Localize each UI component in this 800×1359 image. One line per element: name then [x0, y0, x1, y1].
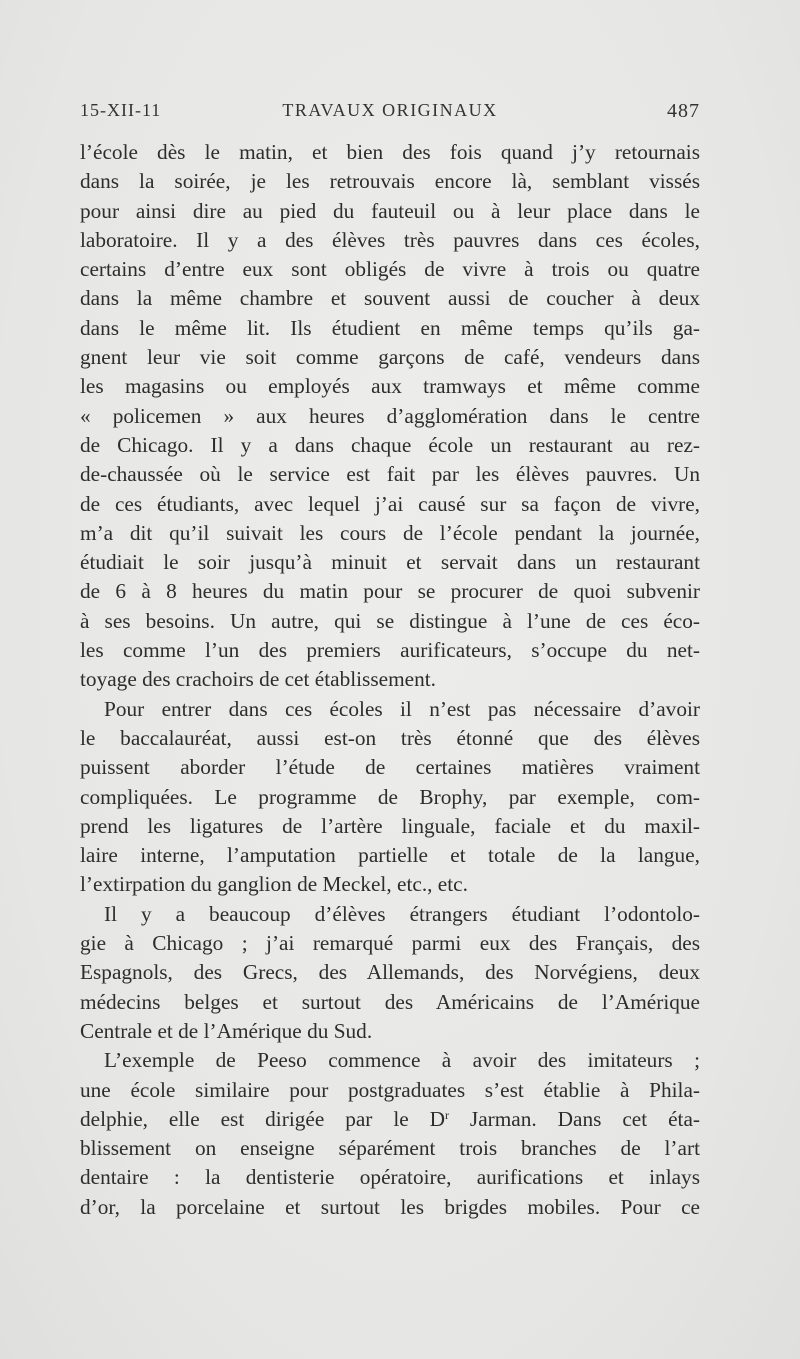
text-line — [80, 988, 700, 1017]
text-line-content: dans la même chambre et souvent aussi de coucher à deux — [80, 286, 700, 311]
text-line-content: puissent aborder l’étude de certaines matières vraiment — [80, 755, 700, 780]
text-line-content: les magasins ou employés aux tramways et même comme — [80, 374, 700, 399]
text-line — [80, 343, 700, 372]
text-line-content: une école similaire pour postgraduates s’est établie à Phila- — [80, 1077, 700, 1102]
text-line-content: de ces étudiants, avec lequel j’ai causé sur sa façon de vivre, — [80, 491, 700, 516]
text-line — [80, 1105, 700, 1134]
text-line-content: médecins belges et surtout des Américains de l’Amérique — [80, 989, 700, 1014]
text-line-continuation: Jarman. Dans cet éta- — [448, 1106, 700, 1131]
text-line — [80, 870, 700, 899]
text-line — [80, 1163, 700, 1192]
text-line — [80, 783, 700, 812]
text-line-content: laire interne, l’amputation partielle et totale de la langue, — [80, 843, 700, 868]
text-line — [80, 1017, 700, 1046]
text-line — [80, 1046, 700, 1075]
text-line-content: les comme l’un des premiers aurificateurs, s’occupe du net- — [80, 638, 700, 663]
text-line — [80, 665, 700, 694]
text-line — [80, 958, 700, 987]
text-line-content: certains d’entre eux sont obligés de vivre à trois ou quatre — [80, 257, 700, 282]
text-line — [80, 138, 700, 167]
superscript: r — [444, 1107, 449, 1122]
text-line — [80, 812, 700, 841]
text-line — [80, 167, 700, 196]
text-line-content: L’exemple de Peeso commence à avoir des imitateurs ; — [104, 1048, 700, 1073]
text-line — [80, 753, 700, 782]
text-line-content: dentaire : la dentisterie opératoire, aurifications et inlays — [80, 1165, 700, 1190]
text-line-content: l’extirpation du ganglion de Meckel, etc., etc. — [80, 872, 468, 897]
text-line — [80, 402, 700, 431]
text-line — [80, 372, 700, 401]
text-line — [80, 490, 700, 519]
text-line-content: à ses besoins. Un autre, qui se distingue à l’une de ces éco- — [80, 608, 700, 633]
text-line — [80, 900, 700, 929]
text-line-content: blissement on enseigne séparément trois branches de l’art — [80, 1136, 700, 1161]
body-text — [80, 138, 700, 1222]
header-section-number: 15-XII-11 — [80, 100, 162, 120]
text-line — [80, 226, 700, 255]
text-line-content: d’or, la porcelaine et surtout les brigdes mobiles. Pour ce — [80, 1194, 700, 1219]
text-line-content: laboratoire. Il y a des élèves très pauvres dans ces écoles, — [80, 227, 700, 252]
text-line-content: Centrale et de l’Amérique du Sud. — [80, 1018, 373, 1043]
text-line — [80, 1134, 700, 1163]
text-line — [80, 929, 700, 958]
page-number: 487 — [667, 100, 700, 122]
text-line — [80, 197, 700, 226]
text-line — [80, 519, 700, 548]
text-line-content: de 6 à 8 heures du matin pour se procurer de quoi subvenir — [80, 579, 700, 604]
text-line-content: « policemen » aux heures d’agglomération dans le centre — [80, 403, 700, 428]
text-line-content: dans le même lit. Ils étudient en même temps qu’ils ga- — [80, 315, 700, 340]
text-line-content: gnent leur vie soit comme garçons de café, vendeurs dans — [80, 345, 700, 370]
text-line — [80, 607, 700, 636]
text-line — [80, 841, 700, 870]
text-line — [80, 255, 700, 284]
text-line — [80, 636, 700, 665]
text-line — [80, 695, 700, 724]
text-line — [80, 314, 700, 343]
text-line — [80, 1076, 700, 1105]
text-line — [80, 1193, 700, 1222]
text-line-content: Il y a beaucoup d’élèves étrangers étudiant l’odontolo- — [104, 901, 700, 926]
text-line — [80, 548, 700, 577]
header-journal-section: TRAVAUX ORIGINAUX — [282, 100, 498, 120]
text-line-content: de Chicago. Il y a dans chaque école un restaurant au rez- — [80, 432, 700, 457]
text-line-content: pour ainsi dire au pied du fauteuil ou à leur place dans le — [80, 198, 700, 223]
running-header — [80, 100, 700, 130]
text-line-content: de-chaussée où le service est fait par les élèves pauvres. Un — [80, 462, 700, 487]
text-line — [80, 724, 700, 753]
text-line-content: étudiait le soir jusqu’à minuit et servait dans un restaurant — [80, 550, 700, 575]
text-line-content: Espagnols, des Grecs, des Allemands, des Norvégiens, deux — [80, 960, 700, 985]
text-line-content: m’a dit qu’il suivait les cours de l’école pendant la journée, — [80, 520, 700, 545]
text-line — [80, 577, 700, 606]
text-line — [80, 284, 700, 313]
text-line-content: compliquées. Le programme de Brophy, par exemple, com- — [80, 784, 700, 809]
text-line-content: dans la soirée, je les retrouvais encore là, semblant vissés — [80, 169, 700, 194]
text-line — [80, 460, 700, 489]
text-line-content: le baccalauréat, aussi est-on très étonné que des élèves — [80, 725, 700, 750]
text-line-content: prend les ligatures de l’artère linguale, faciale et du maxil- — [80, 813, 700, 838]
text-line-content: toyage des crachoirs de cet établissement. — [80, 667, 436, 692]
text-line-content: l’école dès le matin, et bien des fois quand j’y retournais — [80, 140, 700, 164]
text-line-content: delphie, elle est dirigée par le D — [80, 1106, 445, 1131]
text-line-content: gie à Chicago ; j’ai remarqué parmi eux des Français, des — [80, 931, 700, 956]
text-line-content: Pour entrer dans ces écoles il n’est pas nécessaire d’avoir — [104, 696, 700, 721]
text-line — [80, 431, 700, 460]
